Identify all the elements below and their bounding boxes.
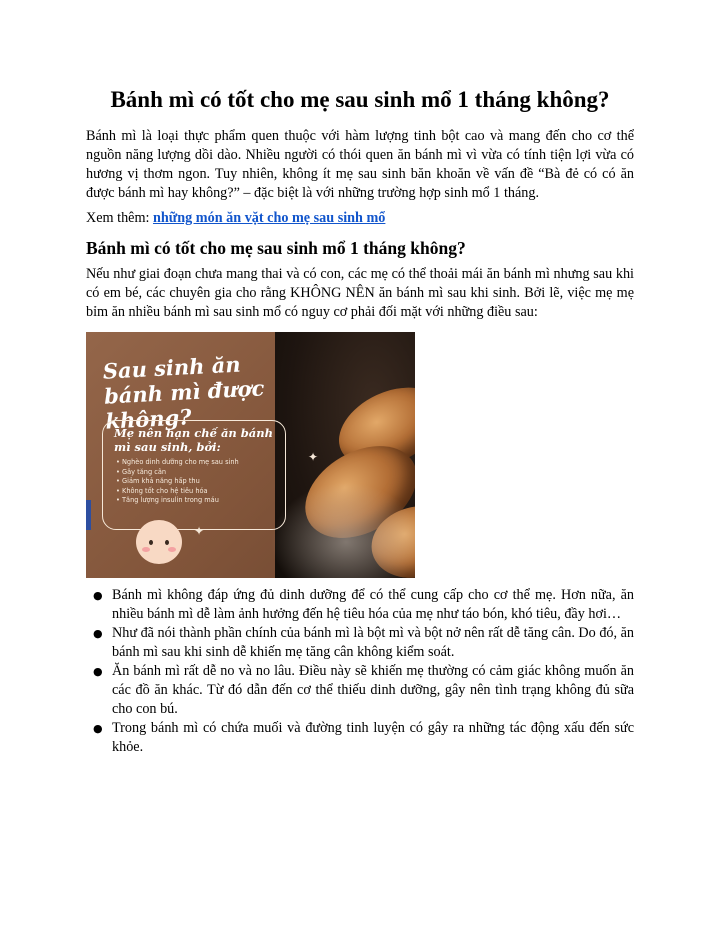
- bullet-icon: ●: [93, 722, 103, 735]
- see-also-link[interactable]: những món ăn vặt cho mẹ sau sinh mổ: [152, 210, 386, 226]
- image-reason-item: • Tăng lượng insulin trong máu: [116, 496, 239, 506]
- image-subtitle: Mẹ nên hạn chế ăn bánh mì sau sinh, bởi:: [114, 426, 273, 454]
- list-item-text: Trong bánh mì có chứa muối và đường tinh luyện có gây ra những tác động xấu đến sức khỏe.: [112, 720, 634, 755]
- bullet-icon: ●: [93, 627, 103, 640]
- image-reason-item: • Nghèo dinh dưỡng cho mẹ sau sinh: [116, 458, 239, 468]
- image-reason-item: • Không tốt cho hệ tiêu hóa: [116, 487, 239, 497]
- section-heading: Bánh mì có tốt cho mẹ sau sinh mổ 1 tháng không?: [86, 238, 466, 258]
- list-item: [86, 662, 634, 719]
- bullet-icon: ●: [93, 665, 103, 678]
- baby-cheek-icon: [168, 547, 176, 552]
- baby-eye-icon: [165, 540, 169, 545]
- flour-dust: [271, 482, 415, 578]
- baby-cheek-icon: [142, 547, 150, 552]
- intro-paragraph: Bánh mì là loại thực phẩm quen thuộc với hàm lượng tinh bột cao và mang đến cho cơ thể nguồn năng lượng dồi dào. Nhiều người có thói quen ăn bánh mì vì vừa có tính tiện lợi vừa có hương vị thơm ngon. Tuy nhiên, không ít mẹ sau sinh băn khoăn về vấn đề “Bà đẻ có có ăn được bánh mì hay không?” – đặc biệt là với những trường hợp sinh mổ 1 tháng.: [86, 128, 634, 201]
- image-reason-item: • Giảm khả năng hấp thu: [116, 477, 239, 487]
- list-item-text: Ăn bánh mì rất dễ no và no lâu. Điều này sẽ khiến mẹ thường có cảm giác không muốn ăn các đồ ăn khác. Từ đó dẫn đến cơ thể thiếu dinh dưỡng, gây nên tình trạng không đủ sữa cho con bú.: [112, 663, 634, 717]
- bullet-list: [86, 586, 634, 757]
- list-item: [86, 624, 634, 662]
- sparkle-icon: ✦: [194, 524, 205, 538]
- image-reason-item: • Gây tăng cân: [116, 468, 239, 478]
- list-item-text: Như đã nói thành phần chính của bánh mì là bột mì và bột nở nên rất dễ tăng cân. Do đó, ăn bánh mì sau khi sinh dễ khiến mẹ tăng cân không kiểm soát.: [112, 625, 634, 660]
- article-title: Bánh mì có tốt cho mẹ sau sinh mổ 1 tháng không?: [110, 87, 610, 112]
- list-item-text: Bánh mì không đáp ứng đủ dinh dưỡng để có thể cung cấp cho cơ thể mẹ. Hơn nữa, ăn nhiều bánh mì dễ làm ảnh hưởng đến hệ tiêu hóa của mẹ như táo bón, khó tiêu, đầy hơi…: [112, 587, 634, 622]
- baby-illustration: [136, 520, 182, 564]
- list-item: [86, 719, 634, 757]
- see-also-line: [86, 209, 634, 228]
- section-paragraph: Nếu như giai đoạn chưa mang thai và có con, các mẹ có thể thoải mái ăn bánh mì nhưng sau khi có em bé, các chuyên gia cho rằng KHÔNG NÊN ăn bánh mì sau khi sinh. Bởi lẽ, việc mẹ mẹ bỉm ăn nhiều bánh mì sau sinh mổ có nguy cơ phải đối mặt với những điều sau:: [86, 266, 634, 320]
- article-image: [86, 332, 415, 578]
- image-title: Sau sinh ăn bánh mì được không?: [102, 351, 265, 434]
- image-side-mark: [86, 500, 91, 530]
- see-also-label: Xem thêm:: [86, 210, 153, 226]
- image-reason-list: [116, 458, 239, 506]
- sparkle-icon: ✦: [308, 450, 319, 464]
- article-content: [86, 84, 634, 757]
- list-item: [86, 586, 634, 624]
- bullet-icon: ●: [93, 589, 103, 602]
- baby-eye-icon: [149, 540, 153, 545]
